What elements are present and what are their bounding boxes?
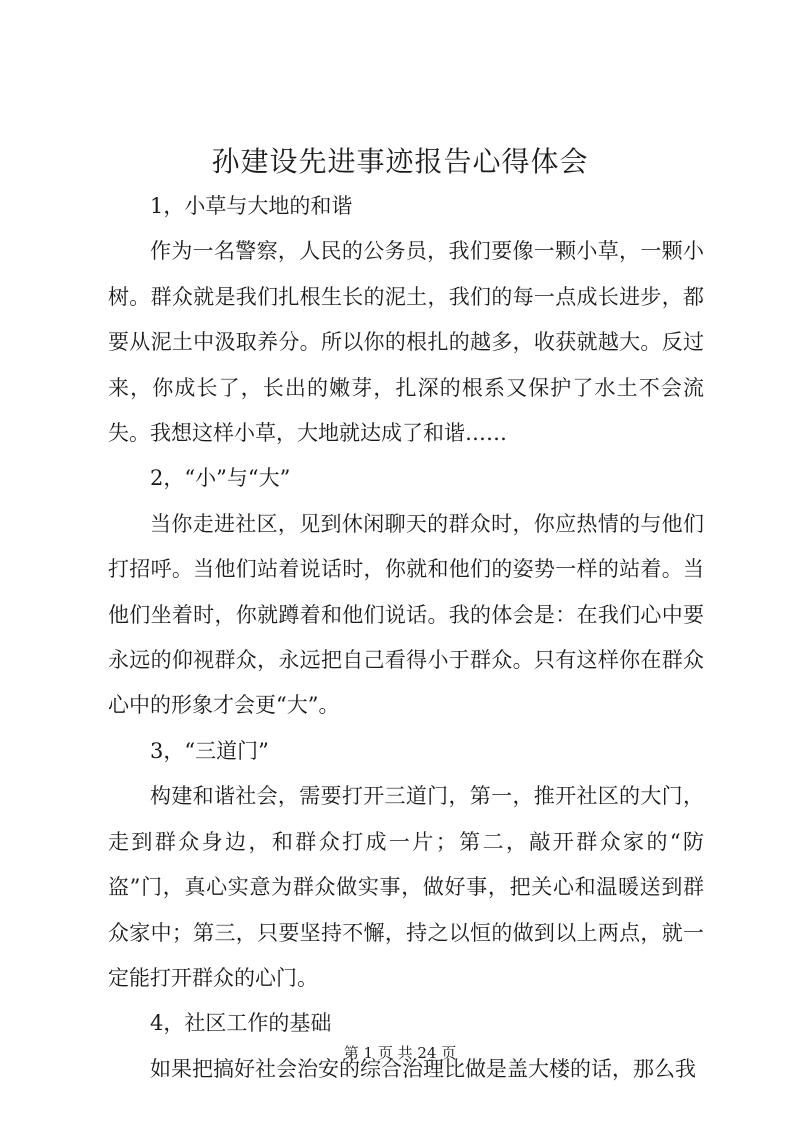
section-heading: 2，“小”与“大” (150, 466, 291, 491)
section-paragraph: 当你走进社区，见到休闲聊天的群众时，你应热情的与他们打招呼。当他们站着说话时，你就和他们的姿势一样的站着。当他们坐着时，你就蹲着和他们说话。我的体会是：在我们心中要永远的仰视群众，永远把自己看得小于群众。只有这样你在群众心中的形象才会更“大”。 (108, 511, 704, 718)
section-heading: 3，“三道门” (150, 738, 269, 763)
page-number-footer: 第 1 页 共 24 页 (343, 1044, 457, 1062)
document-title: 孙建设先进事迹报告心得体会 (211, 145, 589, 178)
section-heading: 4，社区工作的基础 (150, 1011, 332, 1036)
section-heading: 1，小草与大地的和谐 (150, 194, 353, 218)
section-paragraph: 作为一名警察，人民的公务员，我们要像一颗小草，一颗小树。群众就是我们扎根生长的泥土，我们的每一点成长进步，都要从泥土中汲取养分。所以你的根扎的越多，收获就越大。反过来，你成长了，长出的嫩芽，扎深的根系又保护了水土不会流失。我想这样小草，大地就达成了和谐…… (108, 239, 704, 446)
section-paragraph: 构建和谐社会，需要打开三道门，第一，推开社区的大门，走到群众身边，和群众打成一片；第二，敲开群众家的“防盗”门，真心实意为群众做实事，做好事，把关心和温暖送到群众家中；第三，只要坚持不懈，持之以恒的做到以上两点，就一定能打开群众的心门。 (108, 784, 704, 990)
section-paragraph: 如果把搞好社会治安的综合治理比做是盖大楼的话，那么我 (150, 1056, 696, 1081)
document-body (108, 184, 704, 1092)
